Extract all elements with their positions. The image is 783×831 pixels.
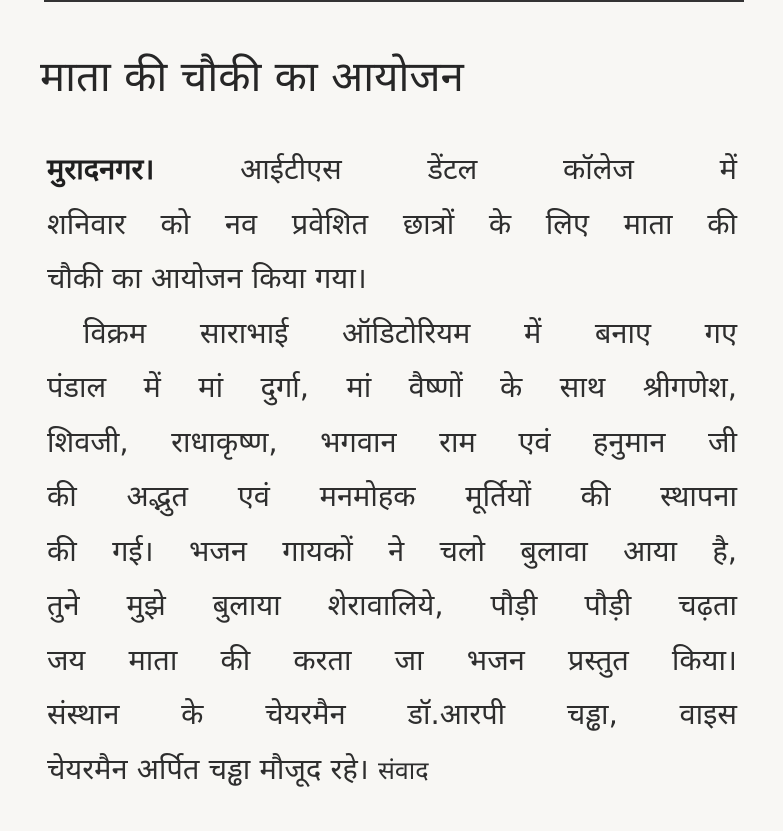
- paragraph-2-line-9-text: चेयरमैन अर्पित चड्ढा मौजूद रहे।: [47, 751, 369, 786]
- paragraph-1-line-2: शनिवार को नव प्रवेशित छात्रों के लिए माता की: [47, 206, 737, 241]
- paragraph-2-line-1: विक्रम साराभाई ऑडिटोरियम में बनाए गए: [83, 315, 737, 350]
- headline: माता की चौकी का आयोजन: [40, 52, 464, 101]
- paragraph-2-line-7: जय माता की करता जा भजन प्रस्तुत किया।: [47, 642, 737, 677]
- paragraph-2-line-3: शिवजी, राधाकृष्ण, भगवान राम एवं हनुमान जी: [47, 424, 737, 459]
- paragraph-2-line-5: की गई। भजन गायकों ने चलो बुलावा आया है,: [47, 533, 737, 568]
- paragraph-1-line-3: चौकी का आयोजन किया गया।: [47, 261, 367, 295]
- paragraph-2-line-2: पंडाल में मां दुर्गा, मां वैष्णों के साथ श्रीगणेश,: [47, 370, 737, 404]
- paragraph-1-line-1: [47, 142, 737, 197]
- paragraph-1-line-1-text: आईटीएस डेंटल कॉलेज में: [240, 152, 737, 186]
- article-body: [47, 142, 737, 796]
- byline: संवाद: [377, 755, 429, 785]
- dateline: मुरादनगर।: [47, 152, 155, 186]
- top-rule: [44, 0, 744, 2]
- paragraph-2-line-6: तुने मुझे बुलाया शेरावालिये, पौड़ी पौड़ी चढ़ता: [47, 588, 737, 622]
- paragraph-2-line-8: संस्थान के चेयरमैन डॉ.आरपी चड्ढा, वाइस: [47, 697, 737, 731]
- paragraph-2-line-9: [47, 742, 737, 797]
- paragraph-2-line-4: की अद्भुत एवं मनमोहक मूर्तियों की स्थापना: [47, 479, 737, 513]
